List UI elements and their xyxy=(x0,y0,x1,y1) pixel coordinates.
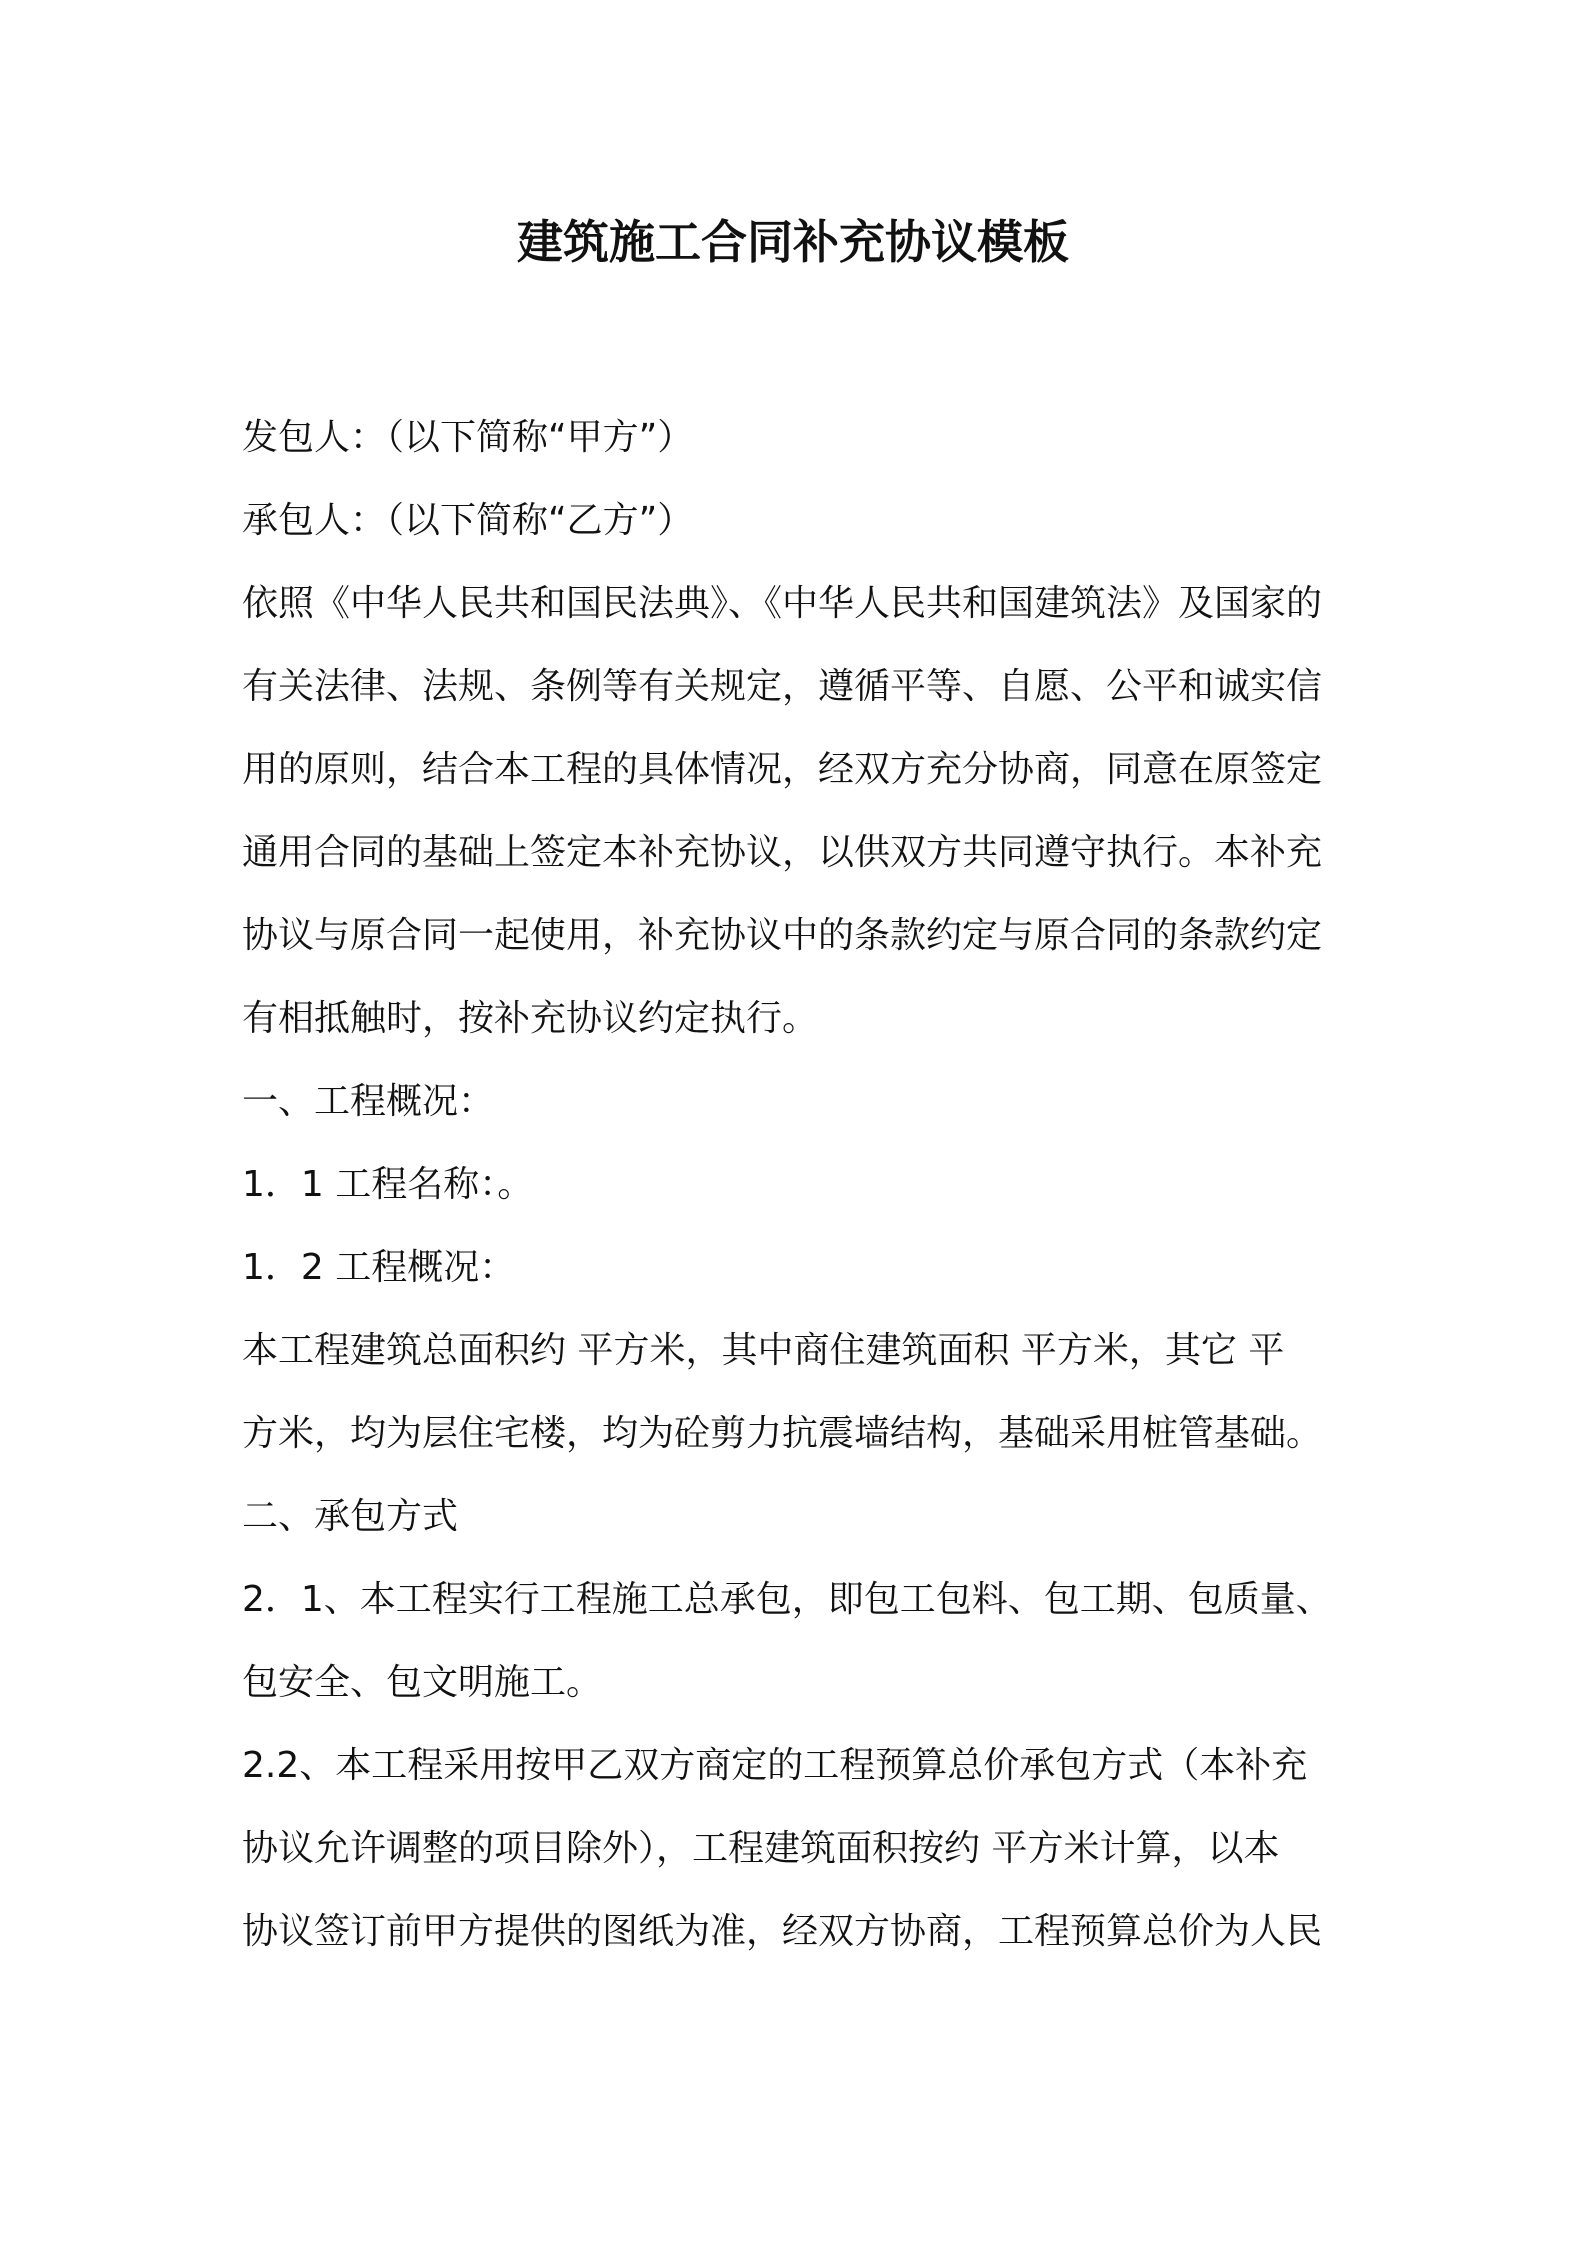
text-line-project-name: 1．1 工程名称：。 xyxy=(242,1164,534,1205)
text-line-project-summary-heading: 1．2 工程概况： xyxy=(242,1247,516,1288)
text-line-basis-3: 用的原则，结合本工程的具体情况，经双方充分协商，同意在原签定 xyxy=(242,749,1323,790)
text-line-basis-6: 有相抵触时，按补充协议约定执行。 xyxy=(242,998,819,1039)
section-heading-project-overview: 一、工程概况： xyxy=(242,1081,495,1122)
text-line-clause-2-2-a: 2.2、本工程采用按甲乙双方商定的工程预算总价承包方式（本补充 xyxy=(242,1745,1308,1786)
text-line-basis-2: 有关法律、法规、条例等有关规定，遵循平等、自愿、公平和诚实信 xyxy=(242,666,1323,707)
text-line-clause-2-2-b: 协议允许调整的项目除外），工程建筑面积按约 平方米计算，以本 xyxy=(242,1828,1280,1869)
text-line-clause-2-1-b: 包安全、包文明施工。 xyxy=(242,1662,603,1703)
text-line-basis-4: 通用合同的基础上签定本补充协议，以供双方共同遵守执行。本补充 xyxy=(242,832,1323,873)
document-title: 建筑施工合同补充协议模板 xyxy=(517,215,1069,269)
text-line-basis-5: 协议与原合同一起使用，补充协议中的条款约定与原合同的条款约定 xyxy=(242,915,1323,956)
text-line-basis-1: 依照《中华人民共和国民法典》、《中华人民共和国建筑法》及国家的 xyxy=(242,583,1323,624)
section-heading-contract-method: 二、承包方式 xyxy=(242,1496,459,1537)
text-line-area-2: 方米，均为层住宅楼，均为砼剪力抗震墙结构，基础采用桩管基础。 xyxy=(242,1413,1323,1454)
text-line-clause-2-2-c: 协议签订前甲方提供的图纸为准，经双方协商，工程预算总价为人民 xyxy=(242,1911,1323,1952)
text-line-employer: 发包人：（以下简称“甲方”） xyxy=(242,417,694,458)
text-line-contractor: 承包人：（以下简称“乙方”） xyxy=(242,500,694,541)
text-line-area-1: 本工程建筑总面积约 平方米，其中商住建筑面积 平方米，其它 平 xyxy=(242,1330,1285,1371)
text-line-clause-2-1-a: 2．1、本工程实行工程施工总承包，即包工包料、包工期、包质量、 xyxy=(242,1579,1332,1620)
